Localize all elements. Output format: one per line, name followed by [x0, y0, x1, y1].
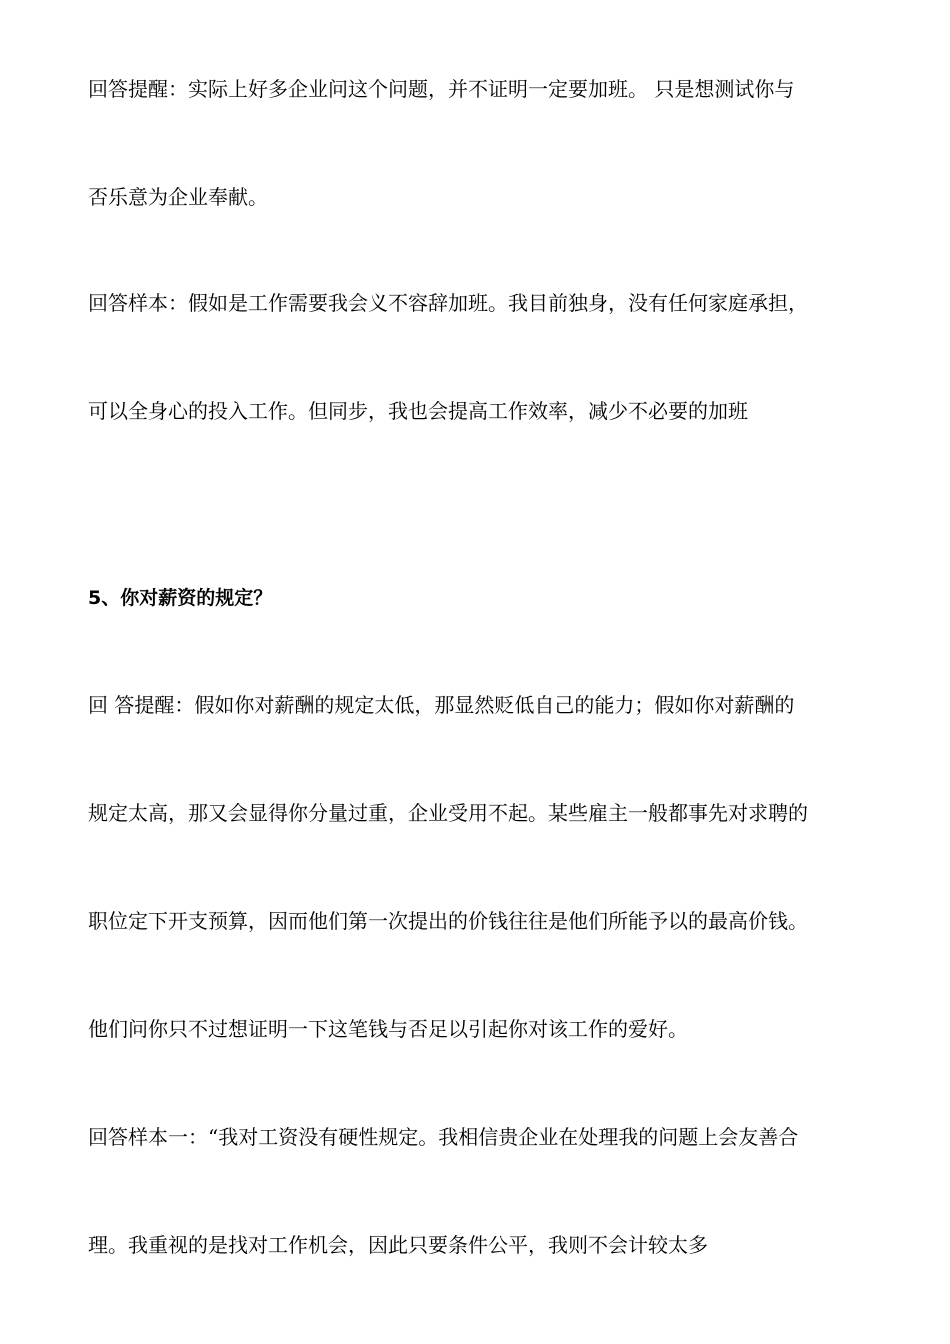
paragraph-line: 回答提醒：实际上好多企业问这个问题，并不证明一定要加班。 只是想测试你与	[88, 77, 795, 101]
paragraph-line: 他们问你只不过想证明一下这笔钱与否足以引起你对该工作的爱好。	[88, 1017, 688, 1041]
paragraph-line: 理。我重视的是找对工作机会，因此只要条件公平，我则不会计较太多	[88, 1233, 708, 1257]
paragraph-line: 回 答提醒：假如你对薪酬的规定太低，那显然贬低自己的能力；假如你对薪酬的	[88, 693, 795, 717]
paragraph-line: 回答样本：假如是工作需要我会义不容辞加班。我目前独身，没有任何家庭承担，	[88, 291, 808, 315]
paragraph-line: 职位定下开支预算，因而他们第一次提出的价钱往往是他们所能予以的最高价钱。	[88, 909, 808, 933]
paragraph-line: 可以全身心的投入工作。但同步，我也会提高工作效率，减少不必要的加班	[88, 399, 748, 423]
paragraph-line: 回答样本一：“我对工资没有硬性规定。我相信贵企业在处理我的问题上会友善合	[88, 1125, 799, 1149]
paragraph-line: 规定太高，那又会显得你分量过重，企业受用不起。某些雇主一般都事先对求聘的	[88, 801, 808, 825]
question-heading: 5、你对薪资的规定？	[88, 587, 273, 609]
paragraph-line: 否乐意为企业奉献。	[88, 185, 268, 209]
